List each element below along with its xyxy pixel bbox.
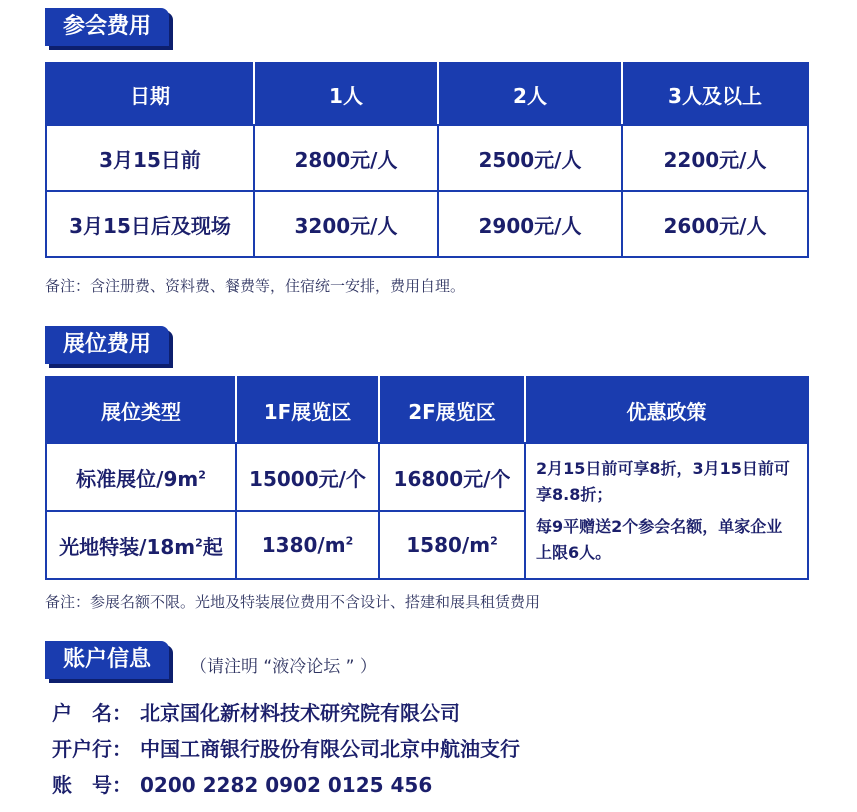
fee-cell: 2800元/人 (254, 125, 438, 191)
account-name-label: 户 名： (52, 701, 132, 725)
account-bank-row (52, 733, 520, 762)
fee-table-header-row (46, 63, 808, 125)
fee-cell: 3200元/人 (254, 191, 438, 257)
booth-cell: $1380/m^2$ (236, 511, 379, 579)
fee-table (45, 62, 809, 258)
booth-policy (525, 443, 808, 579)
table-row (46, 125, 808, 191)
booth-type-raw-space: 光地特装$/18m^2$起 (46, 511, 236, 579)
fee-header-2p: 2人 (438, 63, 622, 125)
booth-header-type: 展位类型 (46, 377, 236, 443)
fee-cell: 2600元/人 (622, 191, 808, 257)
fee-header-3p: 3人及以上 (622, 63, 808, 125)
policy-line: 2月15日前可享8折，3月15日前可享8.8折； (536, 459, 790, 504)
booth-type-standard: 标准展位$/9m^2$ (46, 443, 236, 511)
account-bank-label: 开户行： (52, 737, 132, 761)
fee-cell: 3月15日前 (46, 125, 254, 191)
table-row (46, 443, 808, 511)
fee-cell: 2500元/人 (438, 125, 622, 191)
policy-line: 每9平赠送2个参会名额，单家企业上限6人。 (536, 517, 783, 562)
fee-cell: 2200元/人 (622, 125, 808, 191)
booth-table (45, 376, 809, 580)
booth-cell: $1580/m^2$ (379, 511, 525, 579)
fee-section-title: 参会费用 (45, 8, 169, 46)
fee-note: 备注：含注册费、资料费、餐费等，住宿统一安排，费用自理。 (45, 277, 466, 295)
account-hint: （请注明 “液冷论坛 ” ） (190, 657, 377, 677)
fee-cell: 2900元/人 (438, 191, 622, 257)
account-number-label: 账 号： (52, 773, 132, 797)
account-number-value: 0200 2282 0902 0125 456 (140, 773, 433, 797)
account-bank-value: 中国工商银行股份有限公司北京中航油支行 (140, 737, 520, 761)
fee-cell: 3月15日后及现场 (46, 191, 254, 257)
booth-table-header-row (46, 377, 808, 443)
account-number-row (52, 769, 432, 798)
booth-header-1f: 1F展览区 (236, 377, 379, 443)
account-section-title: 账户信息 (45, 641, 169, 679)
fee-header-date: 日期 (46, 63, 254, 125)
booth-section-title: 展位费用 (45, 326, 169, 364)
booth-cell: 16800元/个 (379, 443, 525, 511)
booth-header-policy: 优惠政策 (525, 377, 808, 443)
account-name-row (52, 697, 460, 726)
booth-header-2f: 2F展览区 (379, 377, 525, 443)
booth-note: 备注：参展名额不限。光地及特装展位费用不含设计、搭建和展具租赁费用 (45, 593, 541, 611)
table-row (46, 191, 808, 257)
booth-cell: 15000元/个 (236, 443, 379, 511)
account-name-value: 北京国化新材料技术研究院有限公司 (140, 701, 460, 725)
fee-header-1p: 1人 (254, 63, 438, 125)
